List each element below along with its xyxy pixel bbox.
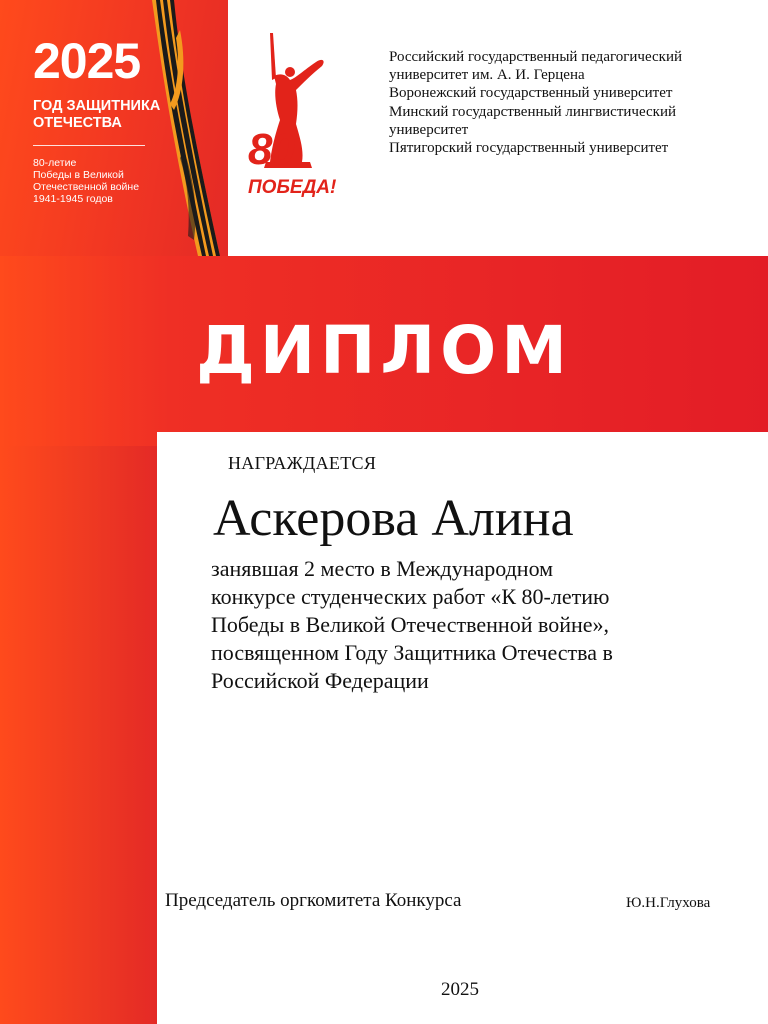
university-line: Российский государственный педагогический <box>389 49 683 65</box>
description-line: посвященном Году Защитника Отечества в <box>211 640 613 665</box>
description-line: занявшая 2 место в Международном <box>211 556 554 581</box>
university-line: Минский государственный лингвистический <box>389 103 676 120</box>
badge-subtitle <box>33 157 153 205</box>
badge-year: 2025 <box>33 33 141 89</box>
university-line: университет им. А. И. Герцена <box>389 67 585 84</box>
signer-name: Ю.Н.Глухова <box>626 895 711 911</box>
description-line: Победы в Великой Отечественной войне», <box>211 612 610 637</box>
university-line: университет <box>389 121 469 138</box>
chair-label: Председатель оргкомитета Конкурса <box>165 890 462 911</box>
st-george-ribbon-icon <box>150 0 230 256</box>
badge-title: ГОД ЗАЩИТНИКА ОТЕЧЕСТВА <box>33 98 161 131</box>
badge-subtitle-line: 80-летие <box>33 157 77 169</box>
description-line: конкурсе студенческих работ «К 80-летию <box>211 584 610 609</box>
recipient-name: Аскерова Алина <box>213 490 574 547</box>
footer-year: 2025 <box>441 979 479 1000</box>
logo-80-number: 80 <box>248 125 293 174</box>
awarded-label: НАГРАЖДАЕТСЯ <box>228 453 377 473</box>
logo-pobeda-word: ПОБЕДА! <box>248 177 337 198</box>
badge-subtitle-line: Победы в Великой <box>33 169 124 181</box>
universities-list <box>389 48 749 157</box>
diploma-title: ДИПЛОМ <box>196 312 572 389</box>
university-line: Воронежский государственный университет <box>389 85 673 102</box>
badge-subtitle-line: 1941-1945 годов <box>33 193 113 205</box>
description-line: Российской Федерации <box>211 668 429 693</box>
university-line: Пятигорский государственный университет <box>389 140 669 157</box>
award-description <box>211 555 731 695</box>
badge-divider <box>33 145 145 146</box>
badge-subtitle-line: Отечественной войне <box>33 181 140 193</box>
